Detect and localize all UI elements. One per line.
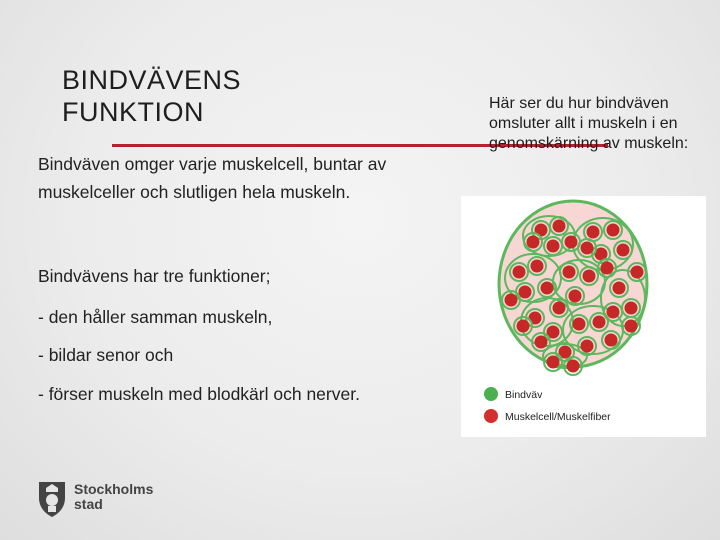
legend-connective-label: Bindväv [505, 389, 543, 401]
muscle-fiber [617, 244, 630, 257]
muscle-fiber [513, 266, 526, 279]
muscle-fiber [505, 294, 518, 307]
legend-fiber-swatch [484, 409, 498, 423]
legend-connective-swatch [484, 387, 498, 401]
muscle-cross-section-figure [461, 196, 706, 437]
muscle-fiber [531, 260, 544, 273]
legend-fiber-label: Muskelcell/Muskelfiber [505, 411, 611, 423]
muscle-fiber [535, 336, 548, 349]
muscle-fiber [565, 236, 578, 249]
stockholm-crest-icon [36, 478, 68, 518]
muscle-fiber [593, 316, 606, 329]
muscle-fiber [527, 236, 540, 249]
muscle-fiber [587, 226, 600, 239]
slide-title: BINDVÄVENS FUNKTION [62, 65, 242, 127]
muscle-fiber [605, 334, 618, 347]
intro-paragraph: Bindväven omger varje muskelcell, buntar av muskelceller och slutligen hela muskeln. [38, 154, 387, 202]
muscle-fiber [607, 306, 620, 319]
muscle-fiber [625, 302, 638, 315]
function-item-1: - den håller samman muskeln, [38, 307, 273, 327]
functions-heading: Bindvävens har tre funktioner; [38, 266, 271, 286]
muscle-fiber [517, 320, 530, 333]
muscle-fiber [581, 340, 594, 353]
muscle-fiber [553, 302, 566, 315]
muscle-fiber [547, 240, 560, 253]
muscle-fiber [613, 282, 626, 295]
muscle-fiber [631, 266, 644, 279]
muscle-fiber [569, 290, 582, 303]
muscle-fiber [553, 220, 566, 233]
muscle-fiber [581, 242, 594, 255]
muscle-fiber [625, 320, 638, 333]
muscle-fiber [563, 266, 576, 279]
muscle-fiber [567, 360, 580, 373]
logo-text: Stockholms stad [74, 481, 154, 512]
muscle-fiber [547, 356, 560, 369]
legend [484, 387, 611, 423]
muscle-fiber [541, 282, 554, 295]
muscle-fiber [573, 318, 586, 331]
muscle-fiber [601, 262, 614, 275]
muscle-fiber [607, 224, 620, 237]
function-item-2: - bildar senor och [38, 345, 174, 365]
function-item-3: - förser muskeln med blodkärl och nerver. [38, 384, 360, 404]
muscle-cross-section-diagram [461, 196, 706, 437]
stockholm-logo [36, 478, 166, 522]
muscle-fiber [519, 286, 532, 299]
muscle-fiber [583, 270, 596, 283]
figure-caption: Här ser du hur bindväven omsluter allt i muskeln i en genomskärning av muskeln: [489, 95, 689, 152]
